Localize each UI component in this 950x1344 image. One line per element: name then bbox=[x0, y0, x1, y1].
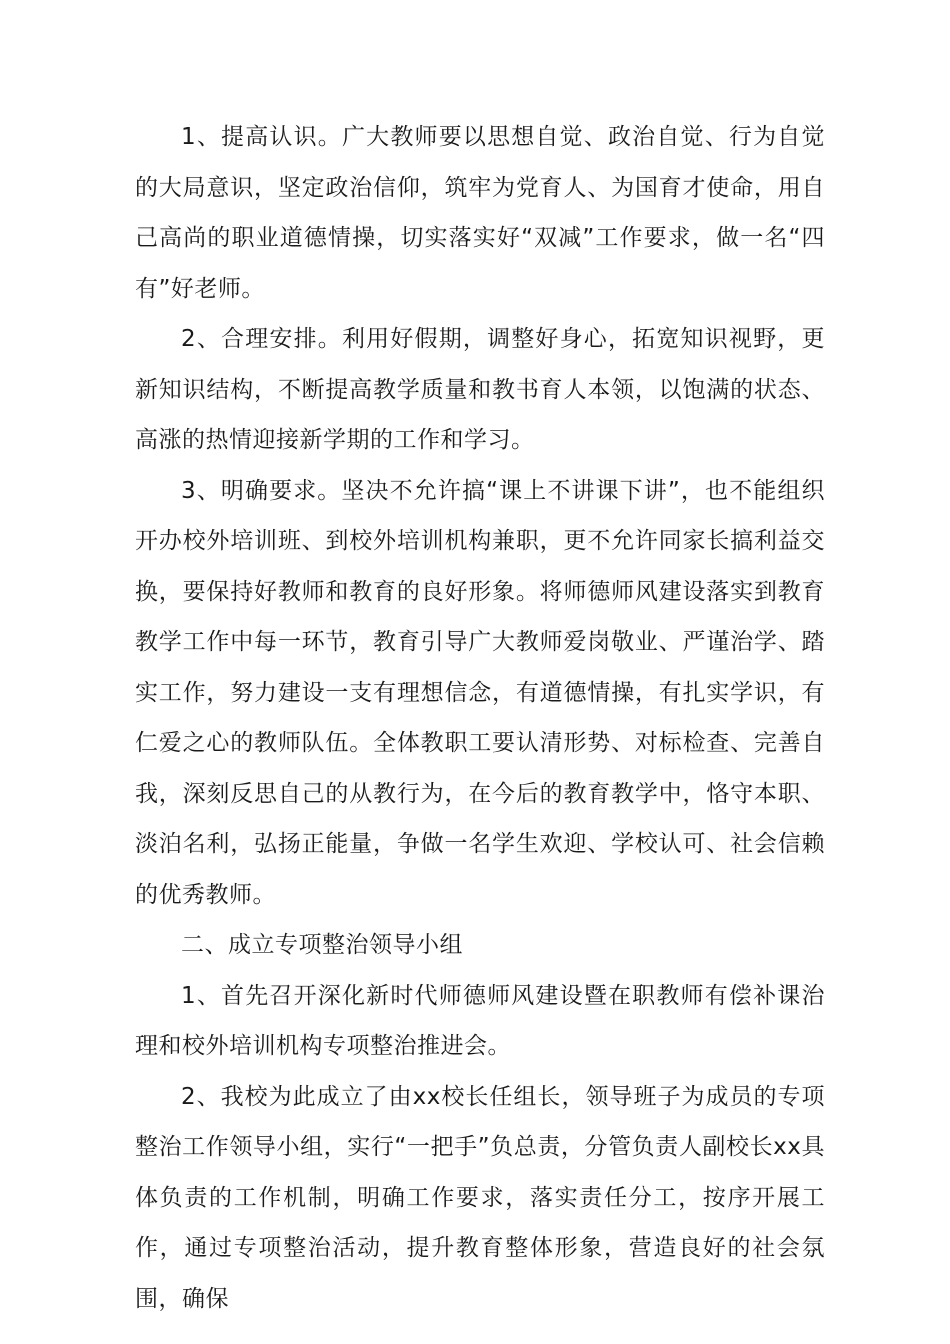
document-body bbox=[135, 112, 825, 1324]
paragraph-clear-requirements: 3、明确要求。坚决不允许搞“课上不讲课下讲”，也不能组织开办校外培训班、到校外培训机构兼职，更不允许同家长搞利益交换，要保持好教师和教育的良好形象。将师德师风建设落实到教育教学工作中每一环节，教育引导广大教师爱岗敬业、严谨治学、踏实工作，努力建设一支有理想信念，有道德情操，有扎实学识，有仁爱之心的教师队伍。全体教职工要认清形势、对标检查、完善自我，深刻反思自己的从教行为，在今后的教育教学中，恪守本职、淡泊名利，弘扬正能量，争做一名学生欢迎、学校认可、社会信赖的优秀教师。 bbox=[135, 477, 825, 908]
paragraph-reasonable-arrangement: 2、合理安排。利用好假期，调整好身心，拓宽知识视野，更新知识结构，不断提高教学质量和教书育人本领，以饱满的状态、高涨的热情迎接新学期的工作和学习。 bbox=[135, 326, 825, 453]
paragraph-convene-meeting: 1、首先召开深化新时代师德师风建设暨在职教师有偿补课治理和校外培训机构专项整治推进会。 bbox=[135, 982, 825, 1059]
paragraph-raise-awareness: 1、提高认识。广大教师要以思想自觉、政治自觉、行为自觉的大局意识，坚定政治信仰，筑牢为党育人、为国育才使命，用自己高尚的职业道德情操，切实落实好“双减”工作要求，做一名“四有”好老师。 bbox=[135, 124, 825, 302]
section-heading: 二、成立专项整治领导小组 bbox=[181, 932, 463, 958]
paragraph-leading-group: 2、我校为此成立了由xx校长任组长，领导班子为成员的专项整治工作领导小组，实行“一把手”负总责，分管负责人副校长xx具体负责的工作机制，明确工作要求，落实责任分工，按序开展工作，通过专项整治活动，提升教育整体形象，营造良好的社会氛围，确保 bbox=[135, 1083, 825, 1312]
